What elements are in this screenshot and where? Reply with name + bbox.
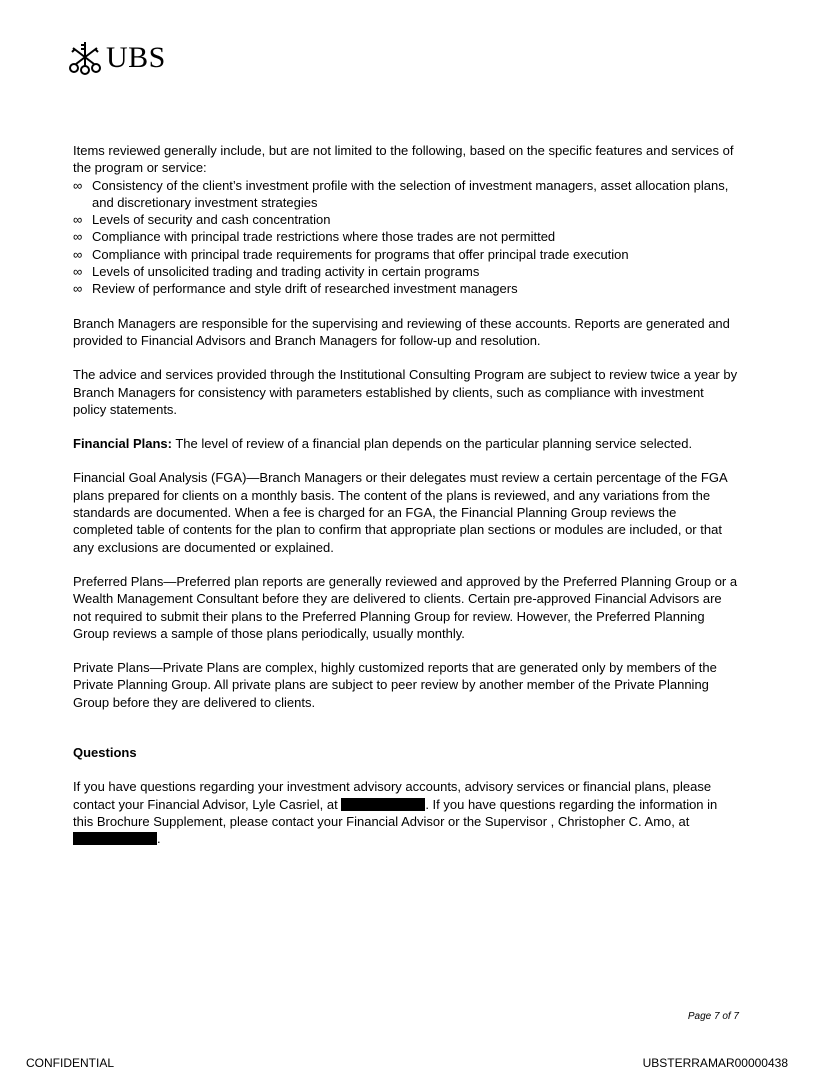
- fga-paragraph: Financial Goal Analysis (FGA)—Branch Managers or their delegates must review a certain percentage of the FGA plans prepared for clients on a monthly basis. The content of the plans is reviewed, and any variations from the standards are documented. When a fee is charged for an FGA, the Financial Planning Group reviews the completed table of contents for the plan to confirm that appropriate plan sections or modules are included, or that any exclusions are documented or explained.: [73, 470, 727, 555]
- infinity-bullet-icon: ∞: [73, 264, 83, 280]
- financial-plans-label: Financial Plans:: [73, 436, 172, 452]
- list-item: ∞ Compliance with principal trade restrictions where those trades are not permitted: [73, 229, 556, 245]
- document-body: [73, 142, 739, 865]
- infinity-bullet-icon: ∞: [73, 229, 83, 245]
- infinity-bullet-icon: ∞: [73, 246, 83, 262]
- infinity-bullet-icon: ∞: [73, 177, 83, 193]
- infinity-bullet-icon: ∞: [73, 281, 83, 297]
- ubs-keys-icon: [68, 40, 102, 76]
- intro-paragraph: Items reviewed generally include, but are not limited to the following, based on the specific features and services of the program or service:: [73, 143, 734, 176]
- ubs-logo: [68, 40, 166, 76]
- redacted-phone-2: [73, 832, 157, 845]
- infinity-bullet-icon: ∞: [73, 212, 83, 228]
- page-number: Page 7 of 7: [687, 1011, 739, 1022]
- list-item: ∞ Review of performance and style drift of researched investment managers: [73, 281, 518, 297]
- institutional-consulting-paragraph: The advice and services provided through the Institutional Consulting Program are subject to review twice a year by Branch Managers for consistency with parameters established by clients, such as compliance with investment policy statements.: [73, 367, 738, 417]
- questions-paragraph: If you have questions regarding your investment advisory accounts, advisory services or financial plans, please contact your Financial Advisor, Lyle Casriel, at . If you have questions regarding the information in this Brochure Supplement, please contact your Financial Advisor or the Supervisor , Christopher C. Amo, at .: [73, 779, 718, 847]
- list-item: ∞ Levels of unsolicited trading and trading activity in certain programs: [73, 264, 480, 280]
- private-plans-paragraph: Private Plans—Private Plans are complex, highly customized reports that are generated only by members of the Private Planning Group. All private plans are subject to peer review by another member of the Private Planning Group before they are delivered to clients.: [73, 660, 717, 710]
- redacted-phone-1: [341, 798, 425, 811]
- preferred-plans-paragraph: Preferred Plans—Preferred plan reports are generally reviewed and approved by the Preferred Planning Group or a Wealth Management Consultant before they are delivered to clients. Certain pre-approved Financial Advisors are not required to submit their plans to the Preferred Planning Group for review. However, the Preferred Planning Group reviews a sample of those plans periodically, usually monthly.: [73, 573, 738, 641]
- financial-plans-text: The level of review of a financial plan depends on the particular planning service selected.: [171, 436, 693, 452]
- list-item: ∞ Consistency of the client’s investment profile with the selection of investment managers, asset allocation plans, and discretionary investment strategies: [73, 177, 729, 210]
- branch-managers-paragraph: Branch Managers are responsible for the supervising and reviewing of these accounts. Reports are generated and provided to Financial Advisors and Branch Managers for follow-up and resolution.: [73, 315, 730, 348]
- financial-plans-paragraph: [73, 435, 739, 452]
- list-item: ∞ Compliance with principal trade requirements for programs that offer principal trade execution: [73, 246, 629, 262]
- ubs-logo-text: UBS: [106, 41, 166, 74]
- review-items-list: [73, 177, 739, 298]
- list-item: ∞ Levels of security and cash concentration: [73, 212, 331, 228]
- confidential-label: CONFIDENTIAL: [26, 1056, 115, 1070]
- bates-number: UBSTERRAMAR00000438: [642, 1056, 788, 1070]
- questions-heading: Questions: [73, 745, 137, 761]
